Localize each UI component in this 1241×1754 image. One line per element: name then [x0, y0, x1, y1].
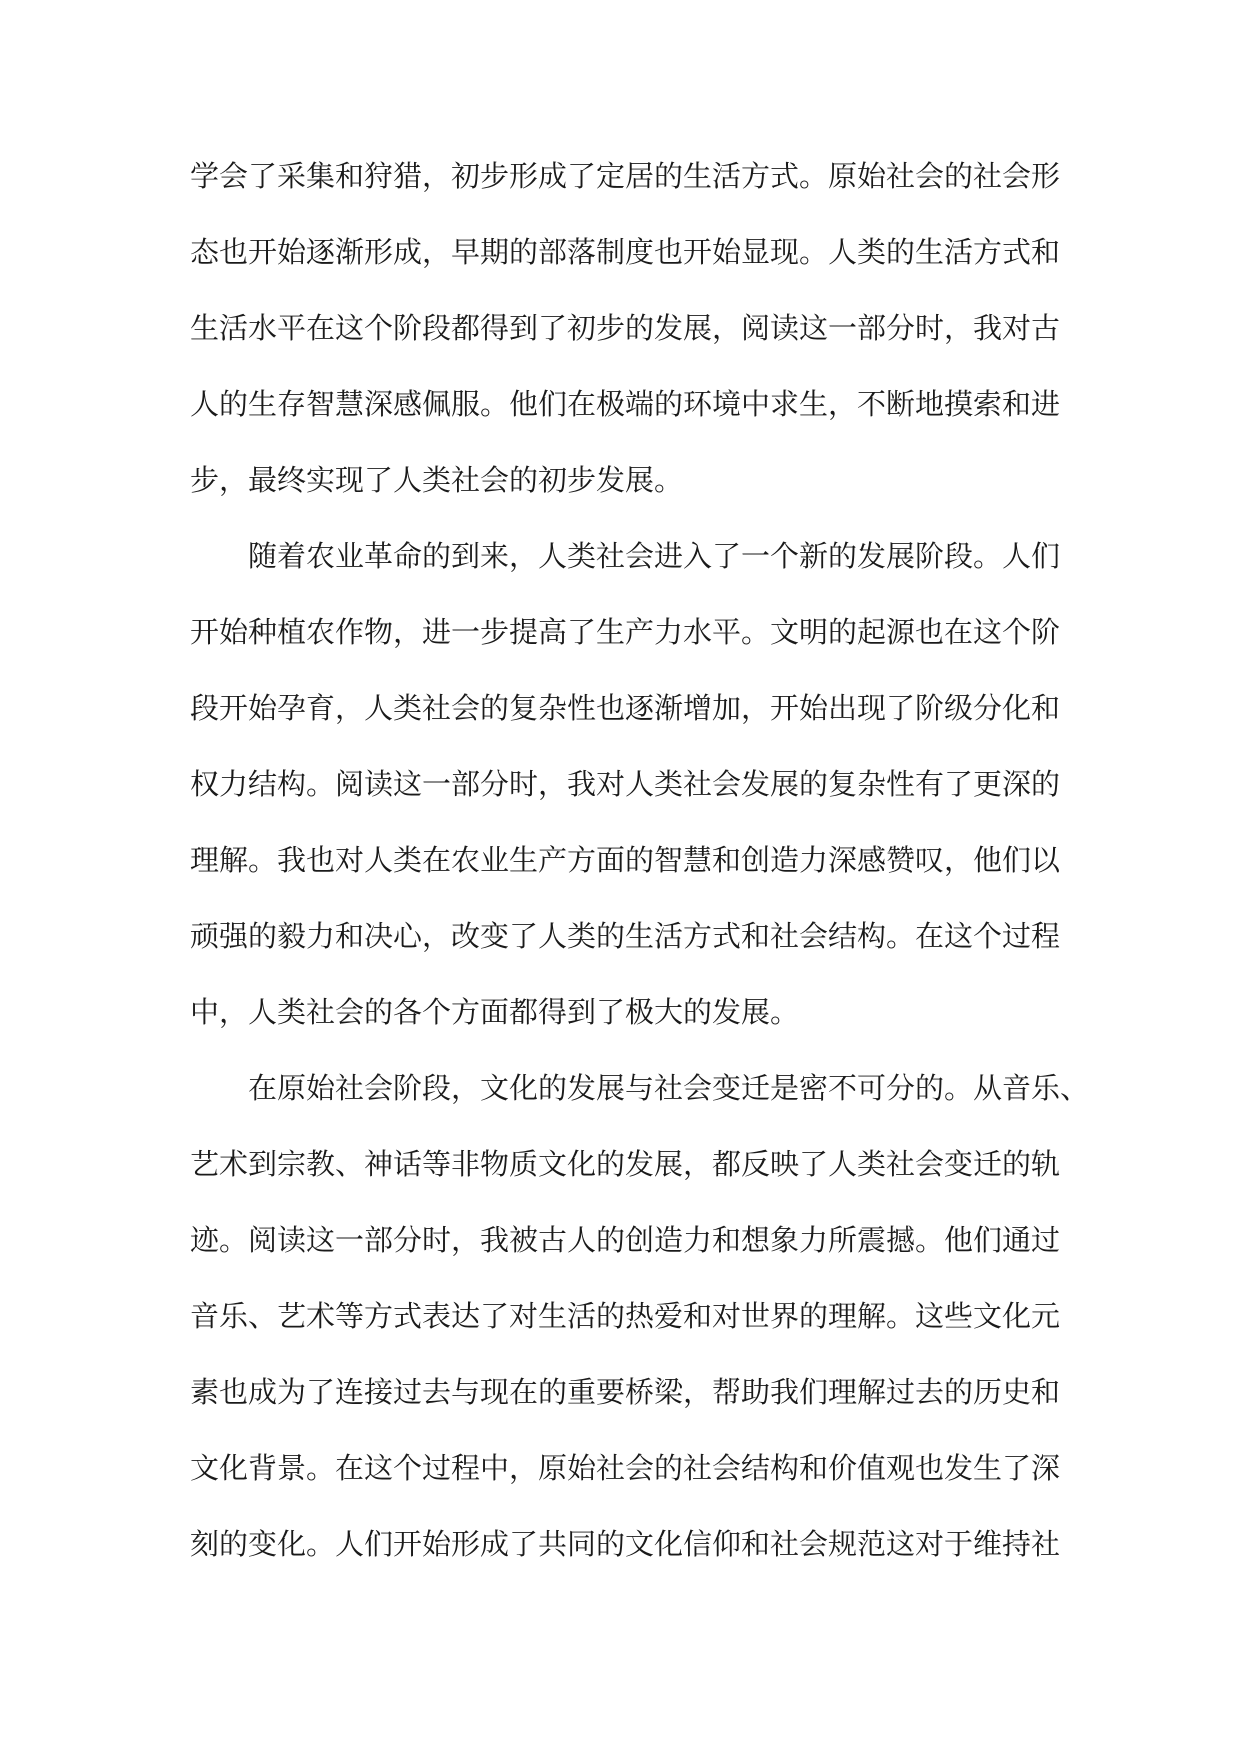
- paragraph-1-line-3: 生活水平在这个阶段都得到了初步的发展，阅读这一部分时，我对古: [190, 311, 1061, 345]
- paragraph-2-line-4: 权力结构。阅读这一部分时，我对人类社会发展的复杂性有了更深的: [190, 767, 1061, 801]
- paragraph-2-line-5: 理解。我也对人类在农业生产方面的智慧和创造力深感赞叹，他们以: [190, 843, 1061, 877]
- document-body: [190, 138, 1090, 1582]
- paragraph-2-line-2: 开始种植农作物，进一步提高了生产力水平。文明的起源也在这个阶: [190, 615, 1061, 649]
- paragraph-2-line-7: 中，人类社会的各个方面都得到了极大的发展。: [190, 995, 800, 1029]
- paragraph-1-line-4: 人的生存智慧深感佩服。他们在极端的环境中求生，不断地摸索和进: [190, 387, 1061, 421]
- paragraph-3-line-7: 刻的变化。人们开始形成了共同的文化信仰和社会规范这对于维持社: [190, 1527, 1061, 1561]
- paragraph-3-line-5: 素也成为了连接过去与现在的重要桥梁，帮助我们理解过去的历史和: [190, 1375, 1061, 1409]
- paragraph-2-line-6: 顽强的毅力和决心，改变了人类的生活方式和社会结构。在这个过程: [190, 919, 1061, 953]
- paragraph-1-line-2: 态也开始逐渐形成，早期的部落制度也开始显现。人类的生活方式和: [190, 235, 1061, 269]
- paragraph-3-line-2: 艺术到宗教、神话等非物质文化的发展，都反映了人类社会变迁的轨: [190, 1147, 1061, 1181]
- paragraph-2-line-3: 段开始孕育，人类社会的复杂性也逐渐增加，开始出现了阶级分化和: [190, 691, 1061, 725]
- paragraph-3-line-6: 文化背景。在这个过程中，原始社会的社会结构和价值观也发生了深: [190, 1451, 1061, 1485]
- paragraph-3-line-4: 音乐、艺术等方式表达了对生活的热爱和对世界的理解。这些文化元: [190, 1299, 1061, 1333]
- paragraph-2-line-1: 随着农业革命的到来，人类社会进入了一个新的发展阶段。人们: [248, 539, 1061, 573]
- paragraph-3-line-3: 迹。阅读这一部分时，我被古人的创造力和想象力所震撼。他们通过: [190, 1223, 1061, 1257]
- paragraph-1-line-1: 学会了采集和狩猎，初步形成了定居的生活方式。原始社会的社会形: [190, 159, 1061, 193]
- paragraph-1-line-5: 步，最终实现了人类社会的初步发展。: [190, 463, 684, 497]
- paragraph-3-line-1: 在原始社会阶段，文化的发展与社会变迁是密不可分的。从音乐、: [248, 1071, 1090, 1105]
